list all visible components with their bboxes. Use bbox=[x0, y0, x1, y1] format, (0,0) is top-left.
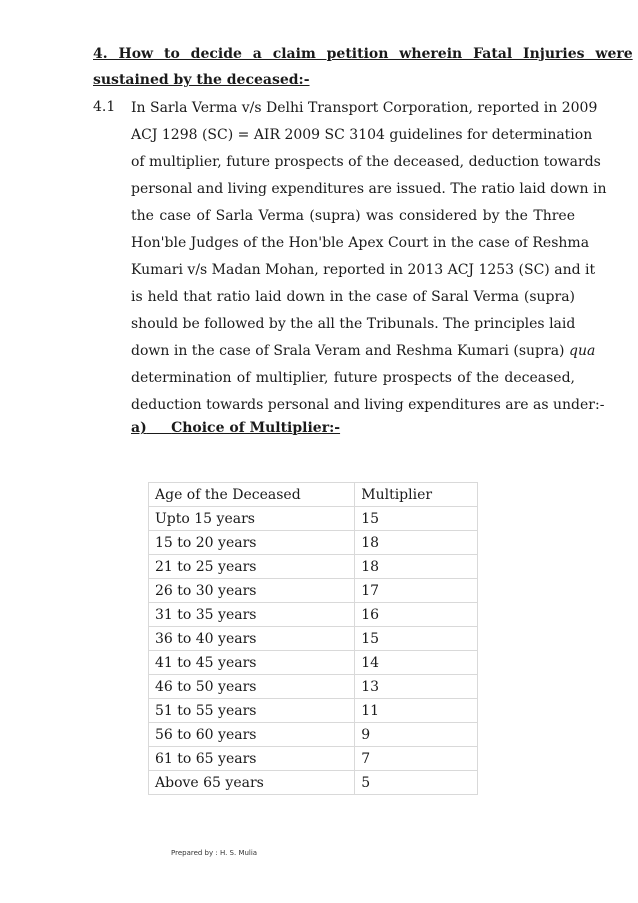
table-row bbox=[149, 555, 478, 579]
multiplier-cell: 9 bbox=[355, 723, 478, 747]
age-cell: Above 65 years bbox=[149, 771, 355, 795]
multiplier-cell: 18 bbox=[355, 531, 478, 555]
table-row bbox=[149, 675, 478, 699]
age-cell: 21 to 25 years bbox=[149, 555, 355, 579]
paragraph-line: the case of Sarla Verma (supra) was considered by the Three bbox=[131, 208, 575, 224]
subheading-multiplier bbox=[131, 420, 340, 436]
table-row bbox=[149, 771, 478, 795]
age-cell: 31 to 35 years bbox=[149, 603, 355, 627]
table-row bbox=[149, 603, 478, 627]
multiplier-cell: 15 bbox=[355, 627, 478, 651]
multiplier-cell: 13 bbox=[355, 675, 478, 699]
footer-prepared-by: Prepared by : H. S. Mulia bbox=[171, 849, 258, 857]
table-row bbox=[149, 699, 478, 723]
age-cell: 61 to 65 years bbox=[149, 747, 355, 771]
multiplier-cell: 7 bbox=[355, 747, 478, 771]
section-heading-line-1: 4. How to decide a claim petition wherein Fatal Injuries were bbox=[93, 46, 633, 62]
table-row bbox=[149, 651, 478, 675]
paragraph-line: should be followed by the all the Tribunals. The principles laid bbox=[131, 316, 576, 332]
age-cell: 56 to 60 years bbox=[149, 723, 355, 747]
table-header-row bbox=[149, 483, 478, 507]
table-row bbox=[149, 723, 478, 747]
italic-word: qua bbox=[568, 343, 596, 359]
paragraph-line: Hon'ble Judges of the Hon'ble Apex Court in the case of Reshma bbox=[131, 235, 590, 251]
multiplier-cell: 15 bbox=[355, 507, 478, 531]
subheading-marker: a) bbox=[131, 420, 147, 436]
paragraph-line: is held that ratio laid down in the case of Saral Verma (supra) bbox=[131, 289, 575, 305]
multiplier-cell: 14 bbox=[355, 651, 478, 675]
multiplier-table bbox=[148, 482, 478, 795]
age-cell: 41 to 45 years bbox=[149, 651, 355, 675]
age-cell: 15 to 20 years bbox=[149, 531, 355, 555]
multiplier-cell: 18 bbox=[355, 555, 478, 579]
paragraph-line: determination of multiplier, future prospects of the deceased, bbox=[131, 370, 575, 386]
paragraph-line-with-italic bbox=[131, 342, 596, 360]
paragraph-line: Kumari v/s Madan Mohan, reported in 2013 ACJ 1253 (SC) and it bbox=[131, 262, 596, 278]
paragraph-number: 4.1 bbox=[93, 99, 116, 115]
table-row bbox=[149, 579, 478, 603]
subheading-title: Choice of Multiplier:- bbox=[171, 420, 341, 436]
table-row bbox=[149, 627, 478, 651]
table-row bbox=[149, 531, 478, 555]
multiplier-cell: 17 bbox=[355, 579, 478, 603]
age-cell: 36 to 40 years bbox=[149, 627, 355, 651]
age-cell: 51 to 55 years bbox=[149, 699, 355, 723]
paragraph-line: In Sarla Verma v/s Delhi Transport Corporation, reported in 2009 bbox=[131, 100, 598, 116]
age-cell: 46 to 50 years bbox=[149, 675, 355, 699]
table-row bbox=[149, 747, 478, 771]
table-row bbox=[149, 507, 478, 531]
paragraph-line-text: down in the case of Srala Veram and Reshma Kumari (supra) bbox=[131, 343, 569, 359]
paragraph-line: ACJ 1298 (SC) = AIR 2009 SC 3104 guidelines for determination bbox=[131, 127, 593, 143]
multiplier-cell: 16 bbox=[355, 603, 478, 627]
age-cell: Upto 15 years bbox=[149, 507, 355, 531]
section-heading-line-2: sustained by the deceased:- bbox=[93, 72, 310, 88]
multiplier-cell: 5 bbox=[355, 771, 478, 795]
paragraph-line: personal and living expenditures are issued. The ratio laid down in bbox=[131, 181, 607, 197]
age-cell: 26 to 30 years bbox=[149, 579, 355, 603]
paragraph-line: of multiplier, future prospects of the deceased, deduction towards bbox=[131, 154, 601, 170]
paragraph-line: deduction towards personal and living expenditures are as under:- bbox=[131, 397, 605, 413]
column-header-multiplier: Multiplier bbox=[355, 483, 478, 507]
multiplier-cell: 11 bbox=[355, 699, 478, 723]
column-header-age: Age of the Deceased bbox=[149, 483, 355, 507]
